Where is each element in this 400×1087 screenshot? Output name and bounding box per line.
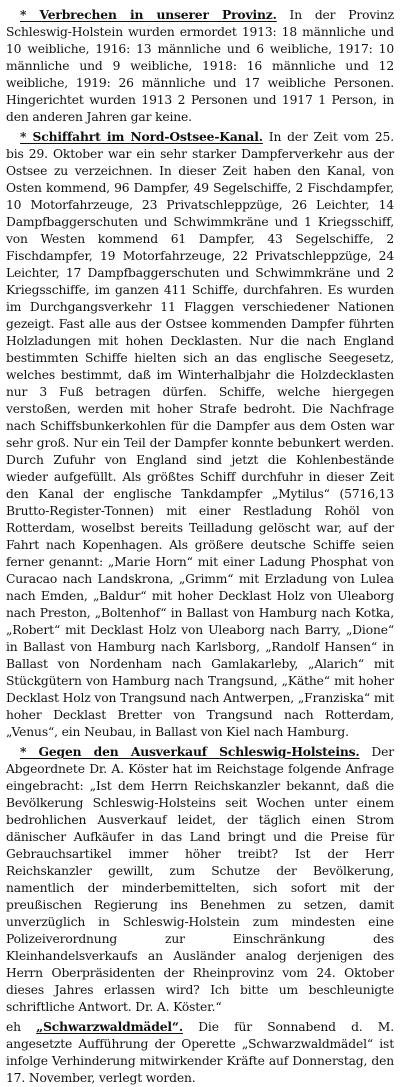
headline-operetta: „Schwarzwaldmädel“.: [36, 1019, 183, 1034]
body-sellout: Der Abgeordnete Dr. A. Köster hat im Reichstage folgende Anfrage eingebracht: „Ist dem Herrn Reichskanzler bekannt, daß die Bevölkerung Schleswig-Holsteins seit Wochen unter einem bedrohlichen Ausverkauf leidet, der täglich einen Strom dänischer Aufkäufer in das Land bringt und die Preise für Gebrauchsartikel immer höher treibt? Ist der Herr Reichskanzler gewillt, zum Schutze der Bevölkerung, namentlich der minderbemittelten, sich sofort mit der preußischen Regierung ins Benehmen zu setzen, damit unverzüglich in Schleswig-Holstein zum mindesten eine Polizeiverordnung zur Einschränkung des Kleinhandelsverkaufs an Ausländer analog derjenigen des Herrn Oberpräsidenten der Rheinprovinz vom 24. Oktober dieses Jahres erlassen wird? Ich bitte um beschleunigte schriftliche Antwort. Dr. A. Köster.“: [6, 745, 394, 1014]
body-operetta: Die für Sonnabend d. M. angesetzte Aufführung der Operette „Schwarzwaldmädel“ ist infolge Verhinderung mitwirkender Kräfte auf Donnerstag, den 17. November, verlegt worden.: [6, 1020, 394, 1085]
prefix-operetta: eh: [6, 1020, 37, 1034]
article-operetta: [6, 1018, 394, 1087]
article-shipping: [6, 128, 394, 741]
article-crime: [6, 6, 394, 126]
body-crime: In der Provinz Schleswig-Holstein wurden ermordet 1913: 18 männliche und 10 weibliche, 1916: 13 männliche und 6 weibliche, 1917: 10 männliche und 9 weibliche, 1918: 16 männliche und 12 weibliche, 1919: 26 männliche und 17 weibliche Personen. Hingerichtet wurden 1913 2 Personen und 1917 1 Person, in den anderen Jahren gar keine.: [6, 8, 394, 124]
headline-crime: * Verbrechen in unserer Provinz.: [20, 7, 277, 22]
headline-shipping: * Schiffahrt im Nord-Ostsee-Kanal.: [20, 129, 263, 144]
headline-sellout: * Gegen den Ausverkauf Schleswig-Holsteins.: [20, 744, 360, 759]
body-shipping: In der Zeit vom 25. bis 29. Oktober war ein sehr starker Dampferverkehr aus der Ostsee zu verzeichnen. In dieser Zeit haben den Kanal, von Osten kommend, 96 Dampfer, 49 Segelschiffe, 2 Fischdampfer, 10 Motorfahrzeuge, 23 Privatschleppzüge, 26 Leichter, 14 Dampfbaggerschuten und Schwimmkräne und 1 Kriegsschiff, von Westen kommend 61 Dampfer, 43 Segelschiffe, 2 Fischdampfer, 19 Motorfahrzeuge, 22 Privatschleppzüge, 24 Leichter, 17 Dampfbaggerschuten und Schwimmkräne und 2 Kriegsschiffe, im ganzen 411 Schiffe, durchfahren. Es wurden im Durchgangsverkehr 11 Flaggen verschiedener Nationen gezeigt. Fast alle aus der Ostsee kommenden Dampfer führten Holzladungen mit hohen Decklasten. Nur die nach England bestimmten Schiffe hielten sich an das englische Seegesetz, welches bestimmt, daß im Winterhalbjahr die Holzdecklasten nur 3 Fuß betragen dürfen. Schiffe, welche hiergegen verstoßen, werden mit hoher Strafe bedroht. Die Nachfrage nach Schiffsbunkerkohlen für die Dampfer aus dem Osten war sehr groß. Nur ein Teil der Dampfer konnte bebunkert werden. Durch Zufuhr von England sind jetzt die Kohlenbestände wieder aufgefüllt. Als größtes Schiff durchfuhr in dieser Zeit den Kanal der englische Tankdampfer „Mytilus“ (5716,13 Brutto-Register-Tonnen) mit einer Restladung Rohöl von Rotterdam, woselbst bereits Teilladung gelöscht war, auf der Fahrt nach Kopenhagen. Als größere deutsche Schiffe seien ferner genannt: „Marie Horn“ mit einer Ladung Phosphat von Curacao nach Landskrona, „Grimm“ mit Erzladung von Lulea nach Emden, „Baldur“ mit hoher Decklast Holz von Uleaborg nach Preston, „Boltenhof“ in Ballast von Hamburg nach Kotka, „Robert“ mit Decklast Holz von Uleaborg nach Barry, „Dione“ in Ballast von Hamburg nach Karlsborg, „Randolf Hansen“ in Ballast von Nordenham nach Gamlakarleby, „Alarich“ mit Stückgütern von Hamburg nach Trangsund, „Käthe“ mit hoher Decklast Holz von Trangsund nach Antwerpen, „Franziska“ mit hoher Decklast Bretter von Trangsund nach Rotterdam, „Venus“, ein Neubau, in Ballast von Kiel nach Hamburg.: [6, 130, 394, 739]
article-sellout: [6, 743, 394, 1016]
